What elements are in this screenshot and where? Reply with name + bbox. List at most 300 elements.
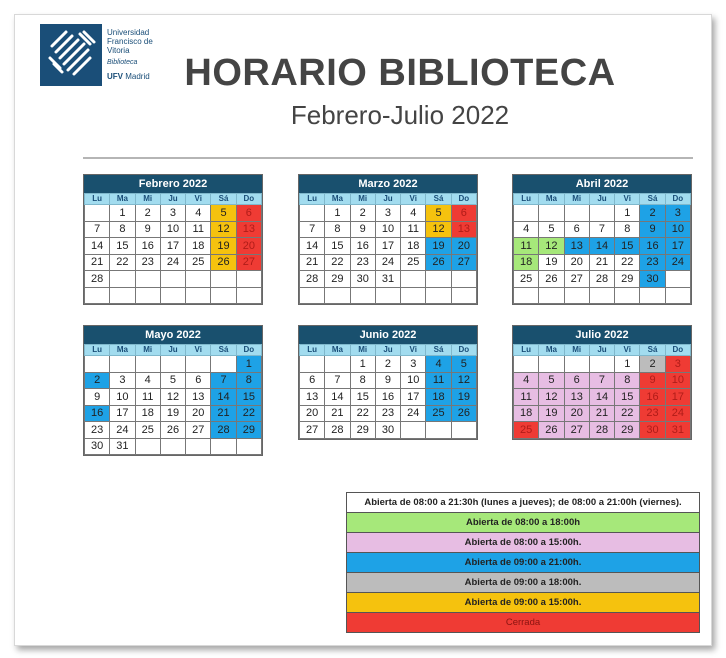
logo-madrid: Madrid (125, 72, 150, 81)
day-cell: 21 (300, 254, 325, 271)
day-cell: 7 (589, 221, 614, 238)
day-cell: 21 (211, 405, 236, 422)
day-cell (85, 356, 110, 373)
day-cell: 22 (325, 254, 350, 271)
week-row (85, 271, 262, 288)
day-cell: 4 (186, 205, 211, 222)
week-row (300, 238, 477, 255)
day-cell: 17 (160, 238, 185, 255)
month-grid (513, 193, 691, 304)
day-cell (375, 287, 400, 304)
day-cell: 1 (615, 356, 640, 373)
day-cell: 8 (110, 221, 135, 238)
weekday-label: Ju (160, 194, 185, 205)
day-cell: 3 (160, 205, 185, 222)
day-cell (451, 287, 476, 304)
day-cell: 30 (350, 271, 375, 288)
day-cell: 10 (160, 221, 185, 238)
day-cell: 30 (375, 422, 400, 439)
day-cell: 26 (539, 422, 564, 439)
weekday-label: Lu (514, 194, 539, 205)
week-row (85, 438, 262, 455)
month-calendar (298, 325, 478, 440)
day-cell: 21 (589, 405, 614, 422)
day-cell (236, 271, 261, 288)
weekday-label: Vi (401, 194, 426, 205)
day-cell (514, 205, 539, 222)
weekday-label: Mi (135, 345, 160, 356)
weekday-label: Ma (325, 194, 350, 205)
week-row (85, 389, 262, 406)
day-cell: 24 (665, 254, 690, 271)
day-cell: 4 (401, 205, 426, 222)
day-cell (615, 287, 640, 304)
weekday-label: Sá (426, 194, 451, 205)
day-cell: 1 (236, 356, 261, 373)
day-cell (451, 422, 476, 439)
day-cell: 23 (640, 254, 665, 271)
day-cell: 18 (514, 405, 539, 422)
day-cell (85, 205, 110, 222)
day-cell: 12 (426, 221, 451, 238)
day-cell: 2 (85, 372, 110, 389)
week-row (85, 205, 262, 222)
weekday-label: Do (665, 194, 690, 205)
day-cell: 1 (110, 205, 135, 222)
day-cell: 19 (426, 238, 451, 255)
ufv-logo (40, 24, 160, 86)
day-cell: 24 (160, 254, 185, 271)
day-cell: 7 (85, 221, 110, 238)
week-row (300, 372, 477, 389)
week-row (514, 238, 691, 255)
day-cell: 14 (325, 389, 350, 406)
day-cell: 8 (325, 221, 350, 238)
logo-mark-icon (40, 24, 102, 86)
day-cell: 26 (426, 254, 451, 271)
day-cell (160, 356, 185, 373)
week-row (514, 389, 691, 406)
day-cell (211, 287, 236, 304)
weekday-label: Do (665, 345, 690, 356)
day-cell: 6 (564, 372, 589, 389)
day-cell (539, 287, 564, 304)
day-cell: 3 (665, 356, 690, 373)
week-row (300, 205, 477, 222)
week-row (85, 356, 262, 373)
day-cell (300, 356, 325, 373)
weekday-label: Ma (539, 194, 564, 205)
week-row (300, 356, 477, 373)
day-cell: 3 (375, 205, 400, 222)
weekday-label: Vi (615, 345, 640, 356)
day-cell: 5 (539, 221, 564, 238)
day-cell (589, 205, 614, 222)
weekday-header-row (300, 345, 477, 356)
day-cell: 28 (85, 271, 110, 288)
month-title: Junio 2022 (299, 326, 477, 344)
week-row (85, 221, 262, 238)
weekday-label: Ma (539, 345, 564, 356)
day-cell (160, 287, 185, 304)
day-cell: 14 (589, 238, 614, 255)
legend-item: Abierta de 09:00 a 21:00h. (347, 552, 699, 572)
weekday-label: Ju (160, 345, 185, 356)
legend-item: Abierta de 08:00 a 21:30h (lunes a jueves); de 08:00 a 21:00h (viernes). (347, 493, 699, 512)
week-row (300, 422, 477, 439)
day-cell: 22 (615, 405, 640, 422)
day-cell: 18 (186, 238, 211, 255)
day-cell (211, 438, 236, 455)
day-cell (665, 271, 690, 288)
day-cell: 27 (451, 254, 476, 271)
day-cell: 9 (85, 389, 110, 406)
weekday-header-row (514, 194, 691, 205)
month-grid (84, 193, 262, 304)
day-cell: 25 (514, 422, 539, 439)
logo-line-3: Vitoria (107, 46, 130, 55)
day-cell (236, 287, 261, 304)
day-cell: 23 (135, 254, 160, 271)
weekday-label: Mi (135, 194, 160, 205)
weekday-label: Lu (300, 194, 325, 205)
day-cell: 16 (135, 238, 160, 255)
week-row (85, 422, 262, 439)
day-cell: 24 (665, 405, 690, 422)
day-cell: 1 (325, 205, 350, 222)
day-cell: 14 (300, 238, 325, 255)
day-cell: 7 (300, 221, 325, 238)
day-cell: 17 (665, 238, 690, 255)
day-cell: 4 (426, 356, 451, 373)
day-cell: 30 (85, 438, 110, 455)
day-cell (564, 356, 589, 373)
weekday-label: Ju (375, 345, 400, 356)
day-cell: 4 (514, 221, 539, 238)
day-cell: 2 (640, 356, 665, 373)
day-cell: 27 (564, 422, 589, 439)
day-cell: 7 (325, 372, 350, 389)
day-cell: 12 (539, 389, 564, 406)
day-cell: 30 (640, 271, 665, 288)
day-cell: 15 (325, 238, 350, 255)
day-cell: 5 (211, 205, 236, 222)
day-cell (186, 271, 211, 288)
day-cell: 23 (375, 405, 400, 422)
day-cell (300, 205, 325, 222)
day-cell: 17 (665, 389, 690, 406)
day-cell: 13 (451, 221, 476, 238)
month-title: Febrero 2022 (84, 175, 262, 193)
day-cell: 8 (236, 372, 261, 389)
day-cell: 24 (375, 254, 400, 271)
day-cell: 5 (539, 372, 564, 389)
day-cell (325, 287, 350, 304)
day-cell (186, 356, 211, 373)
day-cell: 29 (615, 422, 640, 439)
logo-ufv: UFV (107, 72, 123, 81)
legend-item: Abierta de 09:00 a 18:00h. (347, 572, 699, 592)
day-cell: 16 (375, 389, 400, 406)
weekday-label: Ju (589, 345, 614, 356)
day-cell (514, 356, 539, 373)
day-cell: 23 (640, 405, 665, 422)
weekday-label: Sá (211, 345, 236, 356)
day-cell (85, 287, 110, 304)
day-cell: 13 (564, 389, 589, 406)
weekday-label: Ju (589, 194, 614, 205)
day-cell: 24 (401, 405, 426, 422)
day-cell: 30 (640, 422, 665, 439)
day-cell: 16 (350, 238, 375, 255)
month-title: Mayo 2022 (84, 326, 262, 344)
day-cell (514, 287, 539, 304)
day-cell: 22 (110, 254, 135, 271)
day-cell: 2 (135, 205, 160, 222)
week-row (300, 271, 477, 288)
day-cell (350, 287, 375, 304)
week-row (85, 372, 262, 389)
day-cell: 12 (160, 389, 185, 406)
day-cell: 6 (236, 205, 261, 222)
day-cell (236, 438, 261, 455)
page-title: HORARIO BIBLIOTECA (184, 52, 616, 94)
day-cell: 19 (539, 405, 564, 422)
day-cell (401, 422, 426, 439)
weekday-label: Sá (211, 194, 236, 205)
day-cell (426, 422, 451, 439)
month-grid (299, 344, 477, 439)
day-cell: 21 (325, 405, 350, 422)
week-row (85, 238, 262, 255)
weekday-header-row (300, 194, 477, 205)
weekday-label: Do (236, 194, 261, 205)
week-row (514, 422, 691, 439)
month-title: Julio 2022 (513, 326, 691, 344)
day-cell: 16 (640, 238, 665, 255)
day-cell (211, 271, 236, 288)
day-cell: 29 (236, 422, 261, 439)
weekday-label: Ju (375, 194, 400, 205)
day-cell: 18 (426, 389, 451, 406)
day-cell: 6 (300, 372, 325, 389)
day-cell: 14 (85, 238, 110, 255)
day-cell: 26 (539, 271, 564, 288)
day-cell: 24 (110, 422, 135, 439)
day-cell: 29 (350, 422, 375, 439)
day-cell: 26 (451, 405, 476, 422)
day-cell: 23 (85, 422, 110, 439)
day-cell: 27 (564, 271, 589, 288)
day-cell: 6 (451, 205, 476, 222)
week-row (300, 389, 477, 406)
day-cell: 25 (426, 405, 451, 422)
day-cell: 11 (514, 389, 539, 406)
day-cell: 27 (186, 422, 211, 439)
day-cell: 31 (375, 271, 400, 288)
week-row (300, 254, 477, 271)
day-cell: 29 (325, 271, 350, 288)
weekday-label: Mi (564, 194, 589, 205)
day-cell: 15 (110, 238, 135, 255)
day-cell: 28 (300, 271, 325, 288)
day-cell: 7 (589, 372, 614, 389)
week-row (85, 405, 262, 422)
day-cell: 10 (401, 372, 426, 389)
day-cell: 17 (110, 405, 135, 422)
weekday-label: Mi (350, 194, 375, 205)
divider (83, 157, 693, 159)
day-cell: 2 (375, 356, 400, 373)
legend-item: Abierta de 08:00 a 15:00h. (347, 532, 699, 552)
day-cell: 12 (211, 221, 236, 238)
logo-biblioteca: Biblioteca (107, 59, 138, 66)
day-cell: 8 (350, 372, 375, 389)
day-cell: 25 (135, 422, 160, 439)
day-cell: 16 (640, 389, 665, 406)
day-cell: 19 (160, 405, 185, 422)
day-cell: 5 (160, 372, 185, 389)
week-row (514, 254, 691, 271)
day-cell: 20 (300, 405, 325, 422)
weekday-label: Vi (186, 194, 211, 205)
week-row (300, 287, 477, 304)
week-row (514, 271, 691, 288)
month-title: Marzo 2022 (299, 175, 477, 193)
day-cell: 23 (350, 254, 375, 271)
day-cell (539, 356, 564, 373)
weekday-label: Do (236, 345, 261, 356)
weekday-header-row (514, 345, 691, 356)
day-cell: 17 (401, 389, 426, 406)
day-cell: 15 (615, 389, 640, 406)
page-subtitle: Febrero-Julio 2022 (290, 100, 510, 130)
day-cell (401, 271, 426, 288)
day-cell (401, 287, 426, 304)
day-cell: 16 (85, 405, 110, 422)
week-row (514, 221, 691, 238)
day-cell: 20 (564, 254, 589, 271)
weekday-label: Vi (615, 194, 640, 205)
day-cell: 20 (186, 405, 211, 422)
logo-line-1: Universidad (107, 28, 150, 37)
week-row (514, 205, 691, 222)
month-grid (299, 193, 477, 304)
day-cell (539, 205, 564, 222)
day-cell: 28 (325, 422, 350, 439)
day-cell: 20 (236, 238, 261, 255)
day-cell: 4 (514, 372, 539, 389)
day-cell: 5 (426, 205, 451, 222)
day-cell: 1 (615, 205, 640, 222)
day-cell: 10 (110, 389, 135, 406)
week-row (514, 356, 691, 373)
day-cell: 10 (665, 221, 690, 238)
month-grid (513, 344, 691, 439)
day-cell: 21 (85, 254, 110, 271)
day-cell: 18 (401, 238, 426, 255)
day-cell: 11 (426, 372, 451, 389)
day-cell (110, 271, 135, 288)
legend-item: Cerrada (347, 612, 699, 632)
week-row (514, 405, 691, 422)
weekday-label: Do (451, 194, 476, 205)
month-calendar (83, 174, 263, 305)
weekday-label: Ma (325, 345, 350, 356)
day-cell: 1 (350, 356, 375, 373)
day-cell: 10 (665, 372, 690, 389)
weekday-header-row (85, 345, 262, 356)
day-cell: 11 (401, 221, 426, 238)
weekday-label: Ma (110, 194, 135, 205)
day-cell (135, 287, 160, 304)
logo-ufv-madrid (107, 72, 153, 81)
day-cell: 12 (539, 238, 564, 255)
day-cell (160, 438, 185, 455)
day-cell: 19 (539, 254, 564, 271)
day-cell: 13 (236, 221, 261, 238)
day-cell: 10 (375, 221, 400, 238)
weekday-label: Mi (350, 345, 375, 356)
day-cell (110, 356, 135, 373)
day-cell (665, 287, 690, 304)
day-cell: 6 (186, 372, 211, 389)
weekday-label: Vi (186, 345, 211, 356)
day-cell: 22 (615, 254, 640, 271)
day-cell: 12 (451, 372, 476, 389)
day-cell (135, 438, 160, 455)
weekday-label: Sá (640, 194, 665, 205)
day-cell: 20 (451, 238, 476, 255)
day-cell: 25 (401, 254, 426, 271)
day-cell: 2 (350, 205, 375, 222)
day-cell: 27 (236, 254, 261, 271)
month-title: Abril 2022 (513, 175, 691, 193)
day-cell: 14 (211, 389, 236, 406)
legend (346, 492, 700, 633)
day-cell: 8 (615, 221, 640, 238)
weekday-label: Sá (640, 345, 665, 356)
day-cell (451, 271, 476, 288)
day-cell: 29 (615, 271, 640, 288)
day-cell: 25 (186, 254, 211, 271)
day-cell: 25 (514, 271, 539, 288)
day-cell: 28 (211, 422, 236, 439)
day-cell: 31 (110, 438, 135, 455)
day-cell: 8 (615, 372, 640, 389)
day-cell (564, 287, 589, 304)
day-cell (186, 438, 211, 455)
weekday-label: Lu (300, 345, 325, 356)
day-cell: 11 (135, 389, 160, 406)
week-row (85, 254, 262, 271)
logo-text (107, 28, 153, 81)
logo-line-2: Francisco de (107, 37, 153, 46)
month-grid (84, 344, 262, 455)
day-cell: 22 (236, 405, 261, 422)
day-cell (135, 356, 160, 373)
weekday-label: Ma (110, 345, 135, 356)
day-cell: 15 (236, 389, 261, 406)
day-cell (135, 271, 160, 288)
day-cell: 28 (589, 271, 614, 288)
day-cell: 9 (375, 372, 400, 389)
month-calendar (83, 325, 263, 456)
legend-item: Abierta de 09:00 a 15:00h. (347, 592, 699, 612)
week-row (85, 287, 262, 304)
day-cell (426, 271, 451, 288)
day-cell (325, 356, 350, 373)
